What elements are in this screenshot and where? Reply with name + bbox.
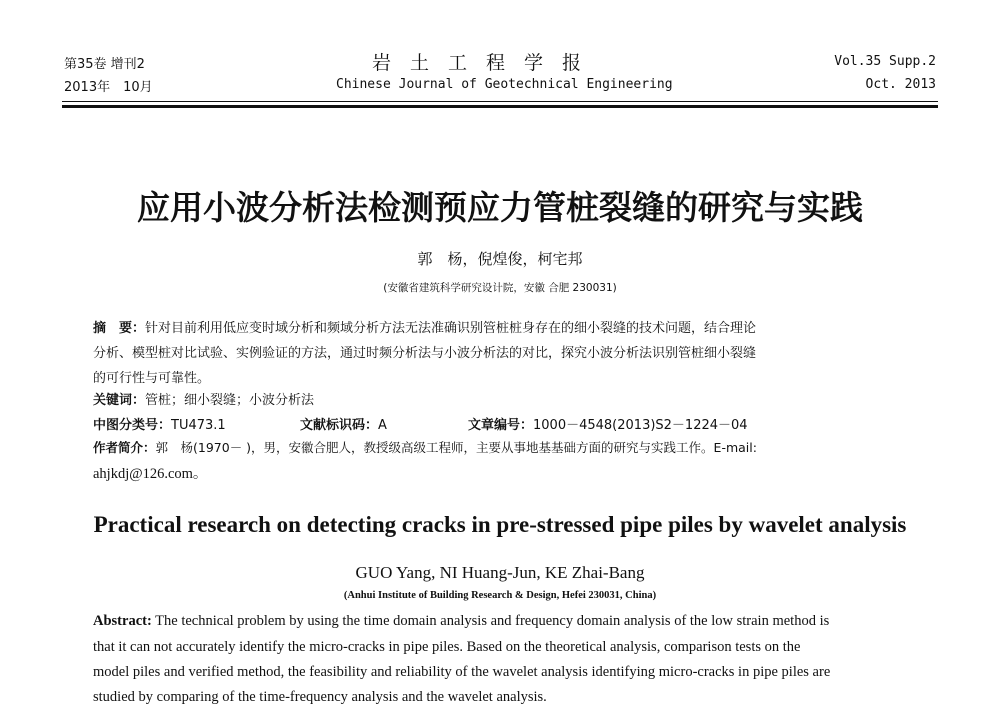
header-rule-thin bbox=[62, 101, 938, 102]
keywords-label: 关键词： bbox=[93, 393, 146, 408]
keywords-value: 管桩；细小裂缝；小波分析法 bbox=[145, 393, 315, 408]
abstract-en-line: that it can not accurately identify the micro-cracks in pipe piles. Based on the theoretical analysis, comparison tests on the bbox=[93, 639, 801, 655]
journal-title-cn: 岩 土 工 程 学 报 bbox=[372, 52, 582, 74]
author-bio-label: 作者简介： bbox=[93, 440, 156, 455]
author-bio bbox=[93, 438, 757, 456]
date-cn: 2013年 10月 bbox=[64, 80, 153, 95]
authors-cn: 郭 杨，倪煌俊，柯宅邦 bbox=[417, 250, 583, 268]
doc-value: A bbox=[378, 418, 387, 433]
abstract-en-text: The technical problem by using the time domain analysis and frequency domain analysis of the low strain method is bbox=[151, 613, 830, 629]
keywords-cn bbox=[93, 389, 314, 408]
doc-label: 文献标识码： bbox=[300, 418, 379, 433]
abstract-cn-line: 的可行性与可靠性。 bbox=[93, 371, 211, 386]
abstract-cn-line bbox=[93, 317, 756, 336]
author-bio-text: 郭 杨(1970－ )，男，安徽合肥人，教授级高级工程师，主要从事地基基础方面的研究与实践工作。E-mail: bbox=[155, 440, 757, 455]
clc-value: TU473.1 bbox=[171, 418, 226, 433]
authors-en: GUO Yang, NI Huang-Jun, KE Zhai-Bang bbox=[355, 563, 645, 582]
abstract-en-line: studied by comparing of the time-frequency analysis and the wavelet analysis. bbox=[93, 689, 547, 705]
article-number bbox=[468, 414, 748, 433]
affiliation-cn: (安徽省建筑科学研究设计院，安徽 合肥 230031) bbox=[383, 282, 617, 294]
abstract-en-line: model piles and verified method, the feasibility and reliability of the wavelet analysis identifying micro-cracks in pipe piles are bbox=[93, 664, 831, 680]
abstract-cn-text: 针对目前利用低应变时域分析和频域分析方法无法准确识别管桩桩身存在的细小裂缝的技术问题，结合理论 bbox=[145, 321, 757, 336]
article-label: 文章编号： bbox=[468, 418, 534, 433]
abstract-cn-label: 摘 要： bbox=[93, 321, 146, 336]
clc-label: 中图分类号： bbox=[93, 418, 172, 433]
title-cn: 应用小波分析法检测预应力管桩裂缝的研究与实践 bbox=[137, 188, 863, 227]
journal-title-en: Chinese Journal of Geotechnical Engineering bbox=[336, 77, 673, 92]
doc-code bbox=[300, 414, 387, 433]
volume-cn: 第35卷 增刊2 bbox=[64, 57, 145, 72]
affiliation-en: (Anhui Institute of Building Research & Design, Hefei 230031, China) bbox=[343, 590, 657, 601]
date-en: Oct. 2013 bbox=[865, 77, 936, 92]
article-value: 1000－4548(2013)S2－1224－04 bbox=[533, 418, 748, 433]
clc-number bbox=[93, 414, 226, 433]
author-email: ahjkdj@126.com。 bbox=[93, 466, 208, 482]
volume-en: Vol.35 Supp.2 bbox=[834, 54, 936, 69]
title-en: Practical research on detecting cracks in pre-stressed pipe piles by wavelet analysis bbox=[93, 512, 907, 537]
header-rule-thick bbox=[62, 105, 938, 108]
abstract-en-label: Abstract: bbox=[93, 613, 152, 629]
abstract-en-line bbox=[93, 613, 829, 630]
abstract-cn-line: 分析、模型桩对比试验、实例验证的方法，通过时频分析法与小波分析法的对比，探究小波分析法识别管桩细小裂缝 bbox=[93, 346, 757, 361]
